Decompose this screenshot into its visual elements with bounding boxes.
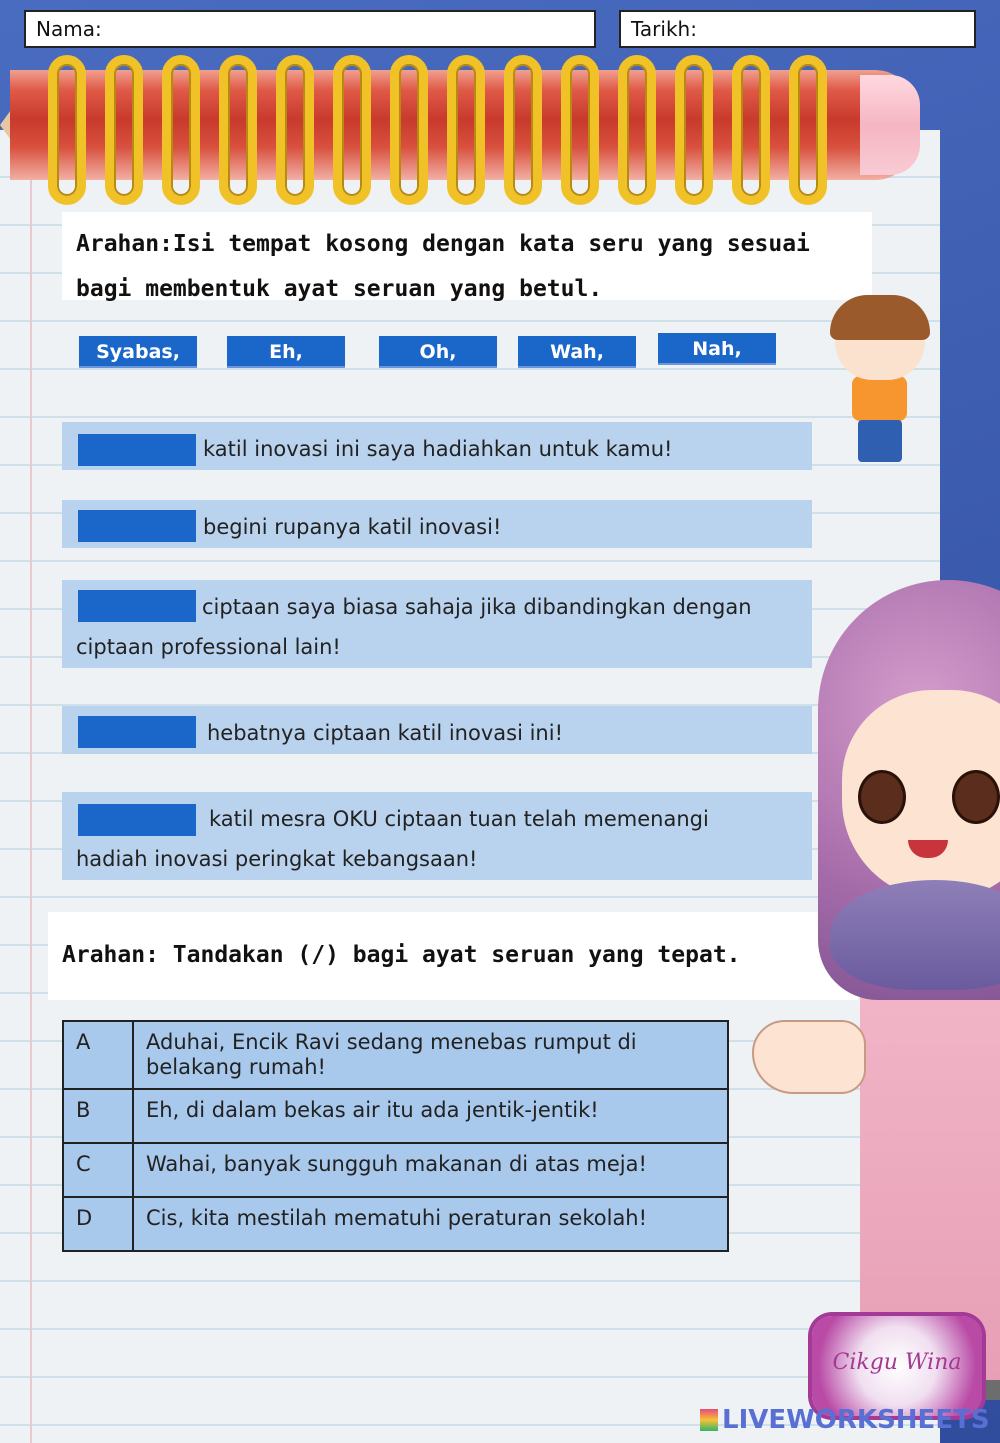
boy-character-shirt — [852, 376, 907, 421]
blank-drop-zone[interactable] — [78, 434, 196, 466]
tarikh-field[interactable] — [619, 10, 976, 48]
nama-field[interactable] — [24, 10, 596, 48]
boy-character-legs — [858, 420, 902, 462]
option-text: Cis, kita mestilah mematuhi peraturan sekolah! — [133, 1197, 728, 1251]
tarikh-label: Tarikh: — [631, 17, 697, 41]
author-logo-text: Cikgu Wina — [832, 1350, 962, 1375]
sentence-1 — [62, 422, 812, 470]
spiral-ring — [333, 55, 371, 205]
girl-character-hand — [752, 1020, 866, 1094]
blank-drop-zone[interactable] — [78, 716, 196, 748]
word-chip-wah[interactable]: Wah, — [518, 336, 636, 368]
option-letter: B — [63, 1089, 133, 1143]
paper-margin-line — [30, 130, 32, 1443]
blank-drop-zone[interactable] — [78, 804, 196, 836]
spiral-ring — [789, 55, 827, 205]
nama-label: Nama: — [36, 17, 102, 41]
spiral-ring — [48, 55, 86, 205]
options-table — [62, 1020, 729, 1252]
boy-character-hair — [830, 295, 930, 340]
spiral-ring — [675, 55, 713, 205]
spiral-ring — [618, 55, 656, 205]
watermark-text: LIVEWORKSHEETS — [722, 1405, 990, 1435]
option-row-a[interactable] — [63, 1021, 728, 1089]
pencil-eraser — [860, 75, 920, 175]
blank-drop-zone[interactable] — [78, 510, 196, 542]
word-chip-syabas[interactable]: Syabas, — [79, 336, 197, 368]
word-chip-oh[interactable]: Oh, — [379, 336, 497, 368]
sentence-2 — [62, 500, 812, 548]
instruction-tick: Arahan: Tandakan (/) bagi ayat seruan yang tepat. — [48, 912, 858, 1000]
sentence-3 — [62, 580, 812, 668]
spiral-ring — [504, 55, 542, 205]
sentence-4 — [62, 706, 812, 754]
sentence-text: katil inovasi ini saya hadiahkan untuk kamu! — [203, 437, 673, 461]
girl-eye-right — [952, 770, 1000, 824]
option-row-b[interactable] — [63, 1089, 728, 1143]
option-row-c[interactable] — [63, 1143, 728, 1197]
girl-eye-left — [858, 770, 906, 824]
sentence-text-line2: ciptaan professional lain! — [76, 635, 341, 659]
sentence-text: hebatnya ciptaan katil inovasi ini! — [207, 721, 563, 745]
liveworksheets-logo-icon — [700, 1409, 718, 1431]
spiral-ring — [276, 55, 314, 205]
sentence-text: ciptaan saya biasa sahaja jika dibandingkan dengan — [202, 595, 752, 619]
option-text: Wahai, banyak sungguh makanan di atas meja! — [133, 1143, 728, 1197]
word-chip-nah[interactable]: Nah, — [658, 333, 776, 365]
spiral-ring — [561, 55, 599, 205]
liveworksheets-watermark — [700, 1405, 990, 1435]
sentence-text: katil mesra OKU ciptaan tuan telah memenangi — [209, 807, 709, 831]
blank-drop-zone[interactable] — [78, 590, 196, 622]
option-row-d[interactable] — [63, 1197, 728, 1251]
sentence-text: begini rupanya katil inovasi! — [203, 515, 502, 539]
sentence-text-line2: hadiah inovasi peringkat kebangsaan! — [76, 847, 478, 871]
spiral-ring — [447, 55, 485, 205]
spiral-ring — [390, 55, 428, 205]
instruction-fill-blanks: Arahan:Isi tempat kosong dengan kata seru yang sesuai bagi membentuk ayat seruan yang betul. — [62, 212, 872, 300]
option-letter: A — [63, 1021, 133, 1089]
spiral-ring — [162, 55, 200, 205]
spiral-ring — [732, 55, 770, 205]
option-letter: C — [63, 1143, 133, 1197]
option-text: Aduhai, Encik Ravi sedang menebas rumput di belakang rumah! — [133, 1021, 728, 1089]
option-letter: D — [63, 1197, 133, 1251]
option-text: Eh, di dalam bekas air itu ada jentik-jentik! — [133, 1089, 728, 1143]
sentence-5 — [62, 792, 812, 880]
word-chip-eh[interactable]: Eh, — [227, 336, 345, 368]
spiral-ring — [219, 55, 257, 205]
spiral-ring — [105, 55, 143, 205]
